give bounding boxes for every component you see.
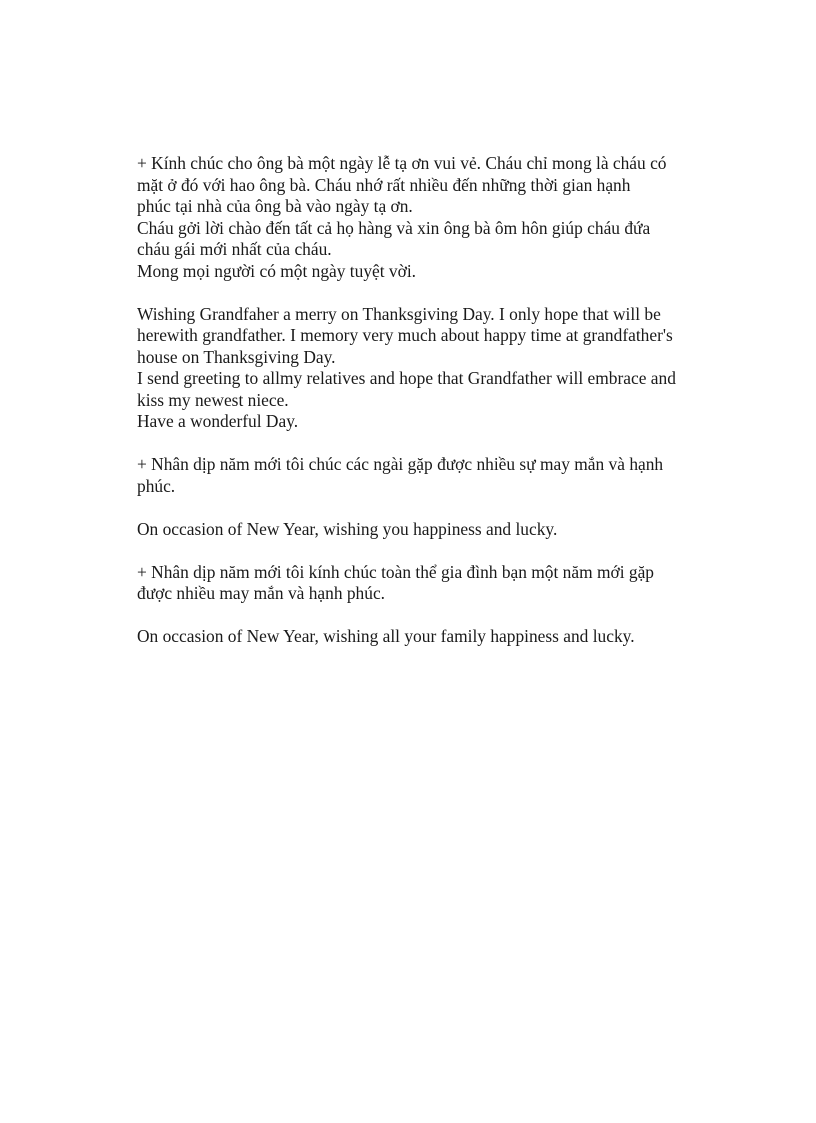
text-line: + Nhân dịp năm mới tôi kính chúc toàn thể gia đình bạn một năm mới gặp [137,561,654,582]
text-line: house on Thanksgiving Day. [137,346,336,367]
paragraph-new-year-vietnamese-1 [137,454,747,497]
text-line: được nhiều may mắn và hạnh phúc. [137,583,386,603]
text-line: On occasion of New Year, wishing all your family happiness and lucky. [137,626,635,646]
text-line: On occasion of New Year, wishing you happiness and lucky. [137,518,558,539]
text-line: phúc. [137,475,176,496]
text-line: Mong mọi người có một ngày tuyệt vời. [137,260,416,281]
paragraph-new-year-english-2 [137,626,747,648]
text-line: kiss my newest niece. [137,389,289,410]
text-line: herewith grandfather. I memory very much about happy time at grandfather's [137,325,673,345]
text-line: Cháu gởi lời chào đến tất cả họ hàng và xin ông bà ôm hôn giúp cháu đứa [137,217,651,238]
paragraph-new-year-english-1 [137,519,747,541]
text-line: phúc tại nhà của ông bà vào ngày tạ ơn. [137,196,413,216]
text-line: Wishing Grandfaher a merry on Thanksgiving Day. I only hope that will be [137,303,661,324]
text-line: I send greeting to allmy relatives and hope that Grandfather will embrace and [137,368,676,388]
paragraph-thanksgiving-vietnamese [137,153,747,282]
text-line: mặt ở đó với hao ông bà. Cháu nhớ rất nhiều đến những thời gian hạnh [137,174,631,195]
document-body [137,153,747,669]
text-line: + Kính chúc cho ông bà một ngày lễ tạ ơn vui vẻ. Cháu chỉ mong là cháu có [137,153,667,173]
text-line: cháu gái mới nhất của cháu. [137,239,332,259]
paragraph-thanksgiving-english [137,304,747,433]
text-line: + Nhân dịp năm mới tôi chúc các ngài gặp được nhiều sự may mắn và hạnh [137,454,664,474]
paragraph-new-year-vietnamese-2 [137,562,747,605]
text-line: Have a wonderful Day. [137,411,299,431]
